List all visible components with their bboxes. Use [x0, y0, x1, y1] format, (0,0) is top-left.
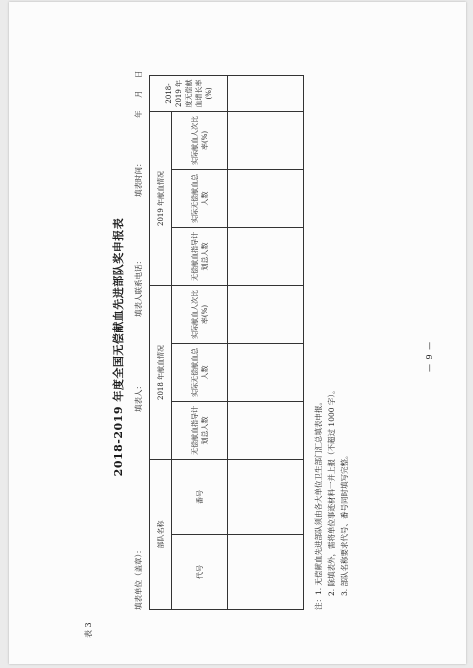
- cell-code[interactable]: [228, 535, 304, 610]
- header-ratio-2018: 实际献血人次比率(%): [172, 285, 228, 343]
- header-plan-2019: 无偿献血指导计划总人数: [172, 227, 228, 285]
- cell-ratio-2019[interactable]: [228, 111, 304, 169]
- header-group-2018: 2018 年献血情况: [150, 285, 172, 459]
- note-line: 注：1. 无偿献血先进部队须由各大单位卫生部门汇总填表申报。: [314, 397, 323, 610]
- fill-unit-label: 填表单位（盖章）：: [134, 546, 143, 610]
- table-label: 表 3: [84, 622, 93, 638]
- form-title: 2018-2019 年度全国无偿献血先进部队奖申报表: [112, 217, 125, 477]
- document-page: [9, 2, 466, 664]
- table-row: [228, 75, 304, 609]
- notes-block: [312, 386, 351, 610]
- cell-actual-2018[interactable]: [228, 344, 304, 402]
- header-actual-2018: 实际无偿献血总人数: [172, 344, 228, 402]
- note-line: 2. 除填表外，需将单位事迹材料一并上报（不超过 1000 字）。: [327, 386, 336, 596]
- rotated-form: [9, 42, 466, 652]
- date-year: 年: [134, 110, 143, 118]
- header-number: 番号: [172, 460, 228, 535]
- header-group-2019: 2019 年献血情况: [150, 111, 172, 285]
- fill-time-label: 填表时间：: [134, 159, 143, 197]
- cell-actual-2019[interactable]: [228, 169, 304, 227]
- header-actual-2019: 实际无偿献血总人数: [172, 169, 228, 227]
- cell-plan-2018[interactable]: [228, 402, 304, 460]
- fill-phone-label: 填表人联系电话：: [134, 257, 143, 317]
- note-line: 3. 部队名称要求代号、番号同时填写完整。: [340, 451, 349, 596]
- header-unit-name: 部队名称: [150, 460, 172, 610]
- header-plan-2018: 无偿献血指导计划总人数: [172, 402, 228, 460]
- header-code: 代号: [172, 535, 228, 610]
- cell-number[interactable]: [228, 460, 304, 535]
- date-month: 月: [134, 90, 143, 98]
- date-day: 日: [134, 70, 143, 78]
- cell-ratio-2018[interactable]: [228, 285, 304, 343]
- fill-person-label: 填表人：: [134, 382, 143, 412]
- cell-growth-rate[interactable]: [228, 75, 304, 111]
- header-growth-rate: 2018-2019 年度无偿献血增长率(%): [150, 75, 228, 111]
- header-ratio-2019: 实际献血人次比率(%): [172, 111, 228, 169]
- cell-plan-2019[interactable]: [228, 227, 304, 285]
- application-table: [149, 75, 304, 610]
- page-number: — 9 —: [425, 340, 434, 372]
